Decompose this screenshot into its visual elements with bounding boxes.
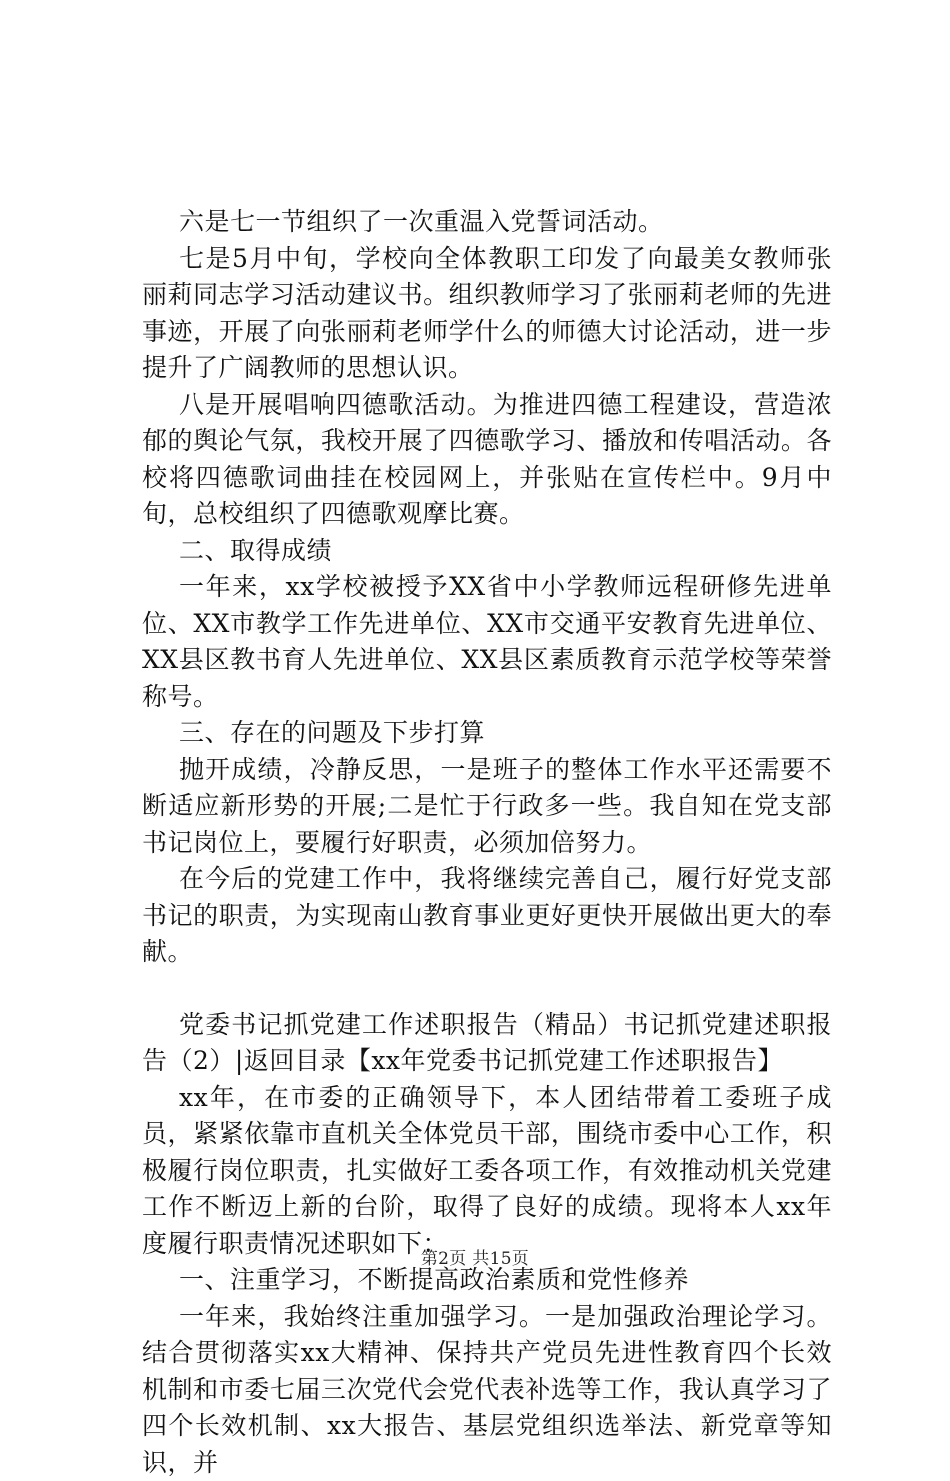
document-body (142, 204, 832, 1481)
report-title-link[interactable]: 党委书记抓党建工作述职报告（精品）书记抓党建述职报告（2）|返回目录【xx年党委书记抓党建工作述职报告】 (142, 1007, 832, 1080)
section-heading: 二、取得成绩 (142, 533, 832, 570)
paragraph: 六是七一节组织了一次重温入党誓词活动。 (142, 204, 832, 241)
paragraph-gap (142, 971, 832, 1007)
page-number-footer: 第2页 共15页 (0, 1244, 950, 1269)
paragraph: 抛开成绩，冷静反思，一是班子的整体工作水平还需要不断适应新形势的开展;二是忙于行政多一些。我自知在党支部书记岗位上，要履行好职责，必须加倍努力。 (142, 752, 832, 862)
paragraph: 在今后的党建工作中，我将继续完善自己，履行好党支部书记的职责，为实现南山教育事业更好更快开展做出更大的奉献。 (142, 861, 832, 971)
section-heading: 三、存在的问题及下步打算 (142, 715, 832, 752)
section-heading: 一、注重学习，不断提高政治素质和党性修养 (142, 1262, 832, 1299)
paragraph: 一年来，我始终注重加强学习。一是加强政治理论学习。结合贯彻落实xx大精神、保持共产党员先进性教育四个长效机制和市委七届三次党代会党代表补选等工作，我认真学习了四个长效机制、xx大报告、基层党组织选举法、新党章等知识，并 (142, 1299, 832, 1481)
paragraph: 一年来，xx学校被授予XX省中小学教师远程研修先进单位、XX市教学工作先进单位、XX市交通平安教育先进单位、XX县区教书育人先进单位、XX县区素质教育示范学校等荣誉称号。 (142, 569, 832, 715)
paragraph: 七是5月中旬，学校向全体教职工印发了向最美女教师张丽莉同志学习活动建议书。组织教师学习了张丽莉老师的先进事迹，开展了向张丽莉老师学什么的师德大讨论活动，进一步提升了广阔教师的思想认识。 (142, 241, 832, 387)
paragraph: xx年，在市委的正确领导下，本人团结带着工委班子成员，紧紧依靠市直机关全体党员干部，围绕市委中心工作，积极履行岗位职责，扎实做好工委各项工作，有效推动机关党建工作不断迈上新的台阶，取得了良好的成绩。现将本人xx年度履行职责情况述职如下： (142, 1080, 832, 1263)
paragraph: 八是开展唱响四德歌活动。为推进四德工程建设，营造浓郁的舆论气氛，我校开展了四德歌学习、播放和传唱活动。各校将四德歌词曲挂在校园网上，并张贴在宣传栏中。9月中旬，总校组织了四德歌观摩比赛。 (142, 387, 832, 533)
